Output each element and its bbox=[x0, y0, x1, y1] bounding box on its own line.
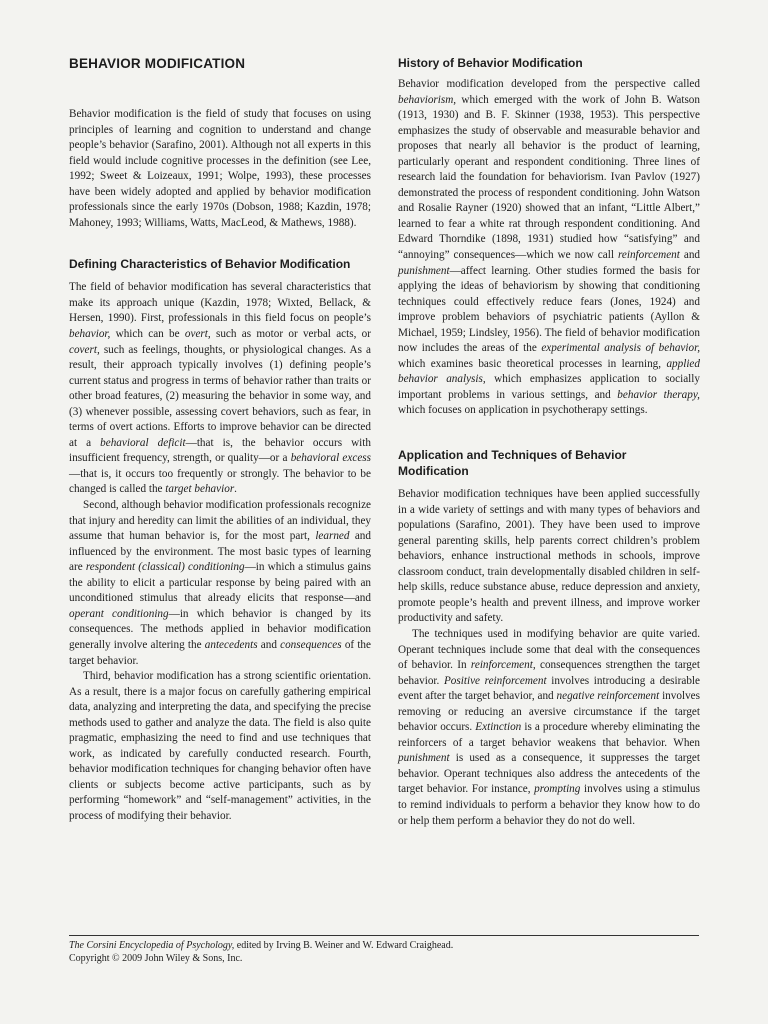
page-footer bbox=[69, 935, 699, 965]
application-paragraph-2: The techniques used in modifying behavior are quite varied. Operant techniques include some that deal with the consequences of behavior. In reinforcement, consequences strengthen the target behavior. Positive reinforcement involves introducing a desirable event after the target behavior, and negative reinforcement involves removing or reducing an aversive circumstance if the target behavior occurs. Extinction is a procedure whereby eliminating the reinforcers of a target behavior weakens that behavior. When punishment is used as a consequence, it suppresses the target behavior. Operant techniques also address the antecedents of the target behavior. For instance, prompting involves using a stimulus to remind individuals to perform a behavior they know how to do or help them perform a behavior they do not do well. bbox=[398, 627, 701, 827]
defining-paragraph-1: The field of behavior modification has several characteristics that make its approach unique (Kazdin, 1978; Wixted, Bellack, & Hersen, 1990). First, professionals in this field focus on people’s behavior, which can be overt, such as motor or verbal acts, or covert, such as feelings, thoughts, or physiological changes. As a result, their approach typically involves (1) defining people’s current status and progress in terms of behavior rather than traits or other broad features, (2) measuring the behavior in some way, and (3) whenever possible, assessing covert behaviors, such as fear, in terms of overt actions. Efforts to improve behavior can be directed at a behavioral deficit—that is, the behavior occurs with insufficient frequency, strength, or quality—or a behavioral excess—that is, it occurs too frequently or strongly. The behavior to be changed is called the target behavior. bbox=[69, 281, 371, 496]
left-column bbox=[69, 55, 371, 825]
copyright-line: Copyright © 2009 John Wiley & Sons, Inc. bbox=[69, 953, 243, 964]
section-heading-history: History of Behavior Modification bbox=[398, 56, 583, 70]
history-paragraph: Behavior modification developed from the perspective called behaviorism, which emerged with the work of John B. Watson (1913, 1930) and B. F. Skinner (1938, 1953). This perspective emphasizes the study of observable and measurable behavior and proposes that nearly all behavior is the product of learning, particularly operant and respondent conditioning. Three lines of research laid the foundation for behaviorism. Ivan Pavlov (1927) demonstrated the process of respondent conditioning. John Watson and Rosalie Rayner (1920) showed that an infant, “Little Albert,” learned to fear a white rat through respondent conditioning. And Edward Thorndike (1898, 1931) studied how “satisfying” and “annoying” consequences—which we now call reinforcement and punishment—affect learning. Other studies formed the basis for applying the ideas of behaviorism by showing that conditioning techniques could effectively reduce fears (Jones, 1924) and improve problem behaviors of psychiatric patients (Ayllon & Michael, 1959; Lindsley, 1956). The field of behavior modification now includes the areas of the experimental analysis of behavior, which examines basic theoretical processes in learning, applied behavior analysis, which emphasizes application to socially important problems in various settings, and behavior therapy, which focuses on application in psychotherapy settings. bbox=[398, 78, 701, 417]
section-heading-defining: Defining Characteristics of Behavior Modification bbox=[69, 257, 351, 272]
defining-paragraph-3: Third, behavior modification has a strong scientific orientation. As a result, there is a major focus on carefully gathering empirical data, analyzing and interpreting the data, and specifying the precise methods used to gather and analyze the data. The field is also quite pragmatic, emphasizing the need to find and use techniques that work, as indicated by carefully conducted research. Fourth, behavior modification techniques for changing behavior often have clients or subjects become active participants, such as by performing “homework” and “self-management” activities, in the process of modifying their behavior. bbox=[69, 670, 371, 822]
application-paragraph-1: Behavior modification techniques have been applied successfully in a wide variety of settings and with many types of behaviors and populations (Sarafino, 2001). They have been used to improve general parenting skills, help parents correct children’s problem behaviors, enhance instructional methods in schools, improve classroom conduct, train developmentally disabled children in self-help skills, reduce substance abuse, reduce depression and anxiety, promote people’s health and prevent illness, and improve worker productivity and safety. bbox=[398, 488, 700, 625]
citation-line: The Corsini Encyclopedia of Psychology, edited by Irving B. Weiner and W. Edward Craighead. bbox=[69, 940, 454, 951]
intro-paragraph: Behavior modification is the field of study that focuses on using principles of learning and cognition to understand and change people’s behavior (Sarafino, 2001). Although not all experts in this field would include cognitive processes in the definition (see Lee, 1992; Sweet & Loizeaux, 1991; Wolpe, 1993), these processes have been widely adopted and applied by behavior modification professionals since the early 1970s (Dobson, 1988; Kazdin, 1978; Mahoney, 1993; Williams, Watts, MacLeod, & Mathews, 1988). bbox=[69, 108, 371, 229]
section-heading-application: Application and Techniques of Behavior Modification bbox=[398, 448, 627, 479]
book-title: The Corsini Encyclopedia of Psychology, bbox=[69, 940, 235, 951]
article-title: BEHAVIOR MODIFICATION bbox=[69, 56, 246, 71]
right-column bbox=[398, 55, 700, 829]
defining-paragraph-2: Second, although behavior modification professionals recognize that injury and heredity can limit the abilities of an individual, they assume that human behavior is, for the most part, learned and influenced by the environment. The most basic types of learning are respondent (classical) conditioning—in which a stimulus gains the ability to elicit a particular response by being paired with an unconditioned stimulus that already elicits that response—and operant conditioning—in which behavior is changed by its consequences. The methods applied in behavior modification generally involve altering the antecedents and consequences of the target behavior. bbox=[69, 499, 371, 667]
